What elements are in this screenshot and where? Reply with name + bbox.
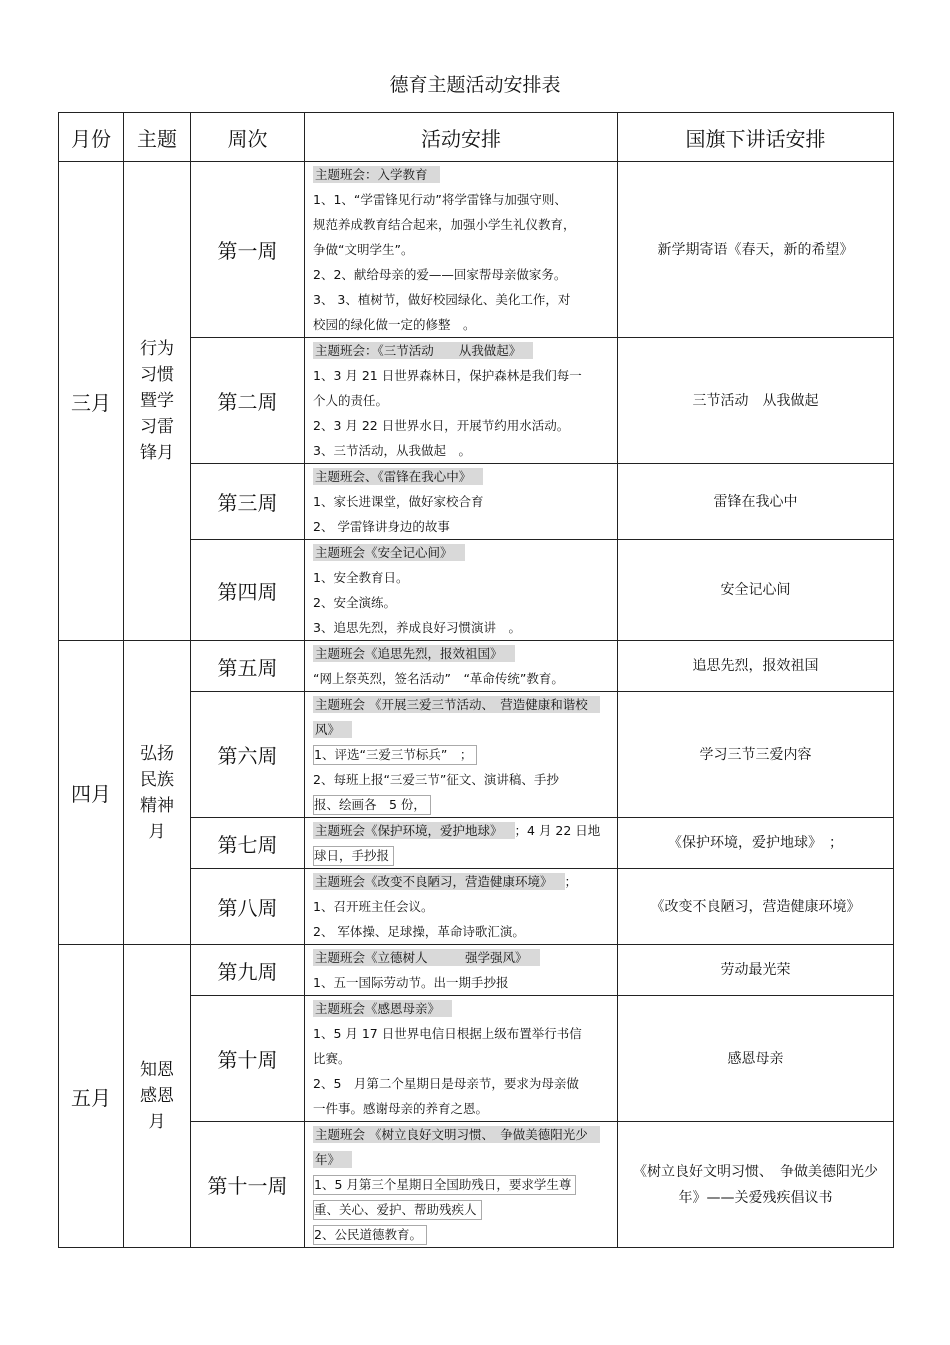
activity-cell [305, 692, 618, 818]
speech-cell: 新学期寄语《春天，新的希望》 [618, 162, 894, 338]
theme-cell [124, 641, 191, 945]
activity-line: 1、5 月第三个星期日全国助残日，要求学生尊 [313, 1175, 576, 1195]
week-cell: 第四周 [191, 540, 305, 641]
activity-line: 规范养成教育结合起来，加强小学生礼仪教育， [313, 217, 576, 232]
week-cell: 第三周 [191, 464, 305, 540]
table-row [59, 945, 894, 996]
activity-cell [305, 869, 618, 945]
week-cell: 第二周 [191, 338, 305, 464]
activity-line: 争做“文明学生”。 [313, 242, 414, 257]
class-meeting-label: 主题班会、《雷锋在我心中》 [313, 468, 483, 485]
class-meeting-label: 主题班会：入学教育 [313, 166, 440, 183]
activity-line: 1、家长进课堂，做好家校合育 [313, 494, 484, 509]
activity-line: 1、安全教育日。 [313, 570, 409, 585]
theme-text: 知恩感恩月 [140, 1060, 174, 1132]
activity-cell [305, 162, 618, 338]
week-cell: 第六周 [191, 692, 305, 818]
speech-cell: 三节活动 从我做起 [618, 338, 894, 464]
activity-line: “网上祭英烈，签名活动” “革命传统”教育。 [313, 671, 564, 686]
speech-cell: 感恩母亲 [618, 996, 894, 1122]
activity-line: 个人的责任。 [313, 393, 389, 408]
week-cell: 第五周 [191, 641, 305, 692]
activity-line: 3、三节活动，从我做起 。 [313, 443, 471, 458]
activity-line: 比赛。 [313, 1051, 351, 1066]
class-meeting-label: 主题班会：《三节活动 从我做起》 [313, 342, 533, 359]
week-cell: 第十周 [191, 996, 305, 1122]
activity-line: 2、2、献给母亲的爱——回家帮母亲做家务。 [313, 267, 567, 282]
week-cell: 第八周 [191, 869, 305, 945]
page-title: 德育主题活动安排表 [389, 74, 561, 96]
activity-line: 2、每班上报“三爱三节”征文、演讲稿、手抄 [313, 772, 559, 787]
activity-cell [305, 945, 618, 996]
activity-line: 2、公民道德教育。 [313, 1225, 427, 1245]
table-row [59, 162, 894, 338]
activity-line: 一件事。感谢母亲的养育之恩。 [313, 1101, 489, 1116]
activity-text-tail: ； [564, 874, 578, 889]
speech-cell: 雷锋在我心中 [618, 464, 894, 540]
class-meeting-label: 主题班会《追思先烈，报效祖国》 [313, 645, 515, 662]
activity-text-tail: ；4 月 22 日地 [514, 823, 601, 838]
class-meeting-label: 主题班会 《树立良好文明习惯、 争做美德阳光少 [313, 1126, 600, 1143]
activity-line: 1、评选“三爱三节标兵” ； [313, 745, 477, 765]
activity-line: 1、3 月 21 日世界森林日，保护森林是我们每一 [313, 368, 582, 383]
header-month: 月份 [59, 113, 124, 162]
class-meeting-label-cont: 风》 [313, 721, 352, 738]
class-meeting-label: 主题班会《立德树人 强学强风》 [313, 949, 540, 966]
class-meeting-label: 主题班会 《开展三爱三节活动、 营造健康和谐校 [313, 696, 600, 713]
activity-line: 校园的绿化做一定的修整 。 [313, 317, 476, 332]
activity-line: 1、五一国际劳动节。出一期手抄报 [313, 975, 509, 990]
schedule-table [58, 112, 894, 1248]
speech-cell: 《树立良好文明习惯、 争做美德阳光少年》——关爱残疾倡议书 [618, 1122, 894, 1248]
activity-cell [305, 1122, 618, 1248]
activity-cell [305, 464, 618, 540]
week-cell: 第七周 [191, 818, 305, 869]
header-theme: 主题 [124, 113, 191, 162]
activity-line: 1、1、“学雷锋见行动”将学雷锋与加强守则、 [313, 192, 567, 207]
header-activity: 活动安排 [305, 113, 618, 162]
class-meeting-label: 主题班会《改变不良陋习，营造健康环境》 [313, 873, 565, 890]
class-meeting-label-cont: 年》 [313, 1151, 352, 1168]
speech-cell: 《改变不良陋习，营造健康环境》 [618, 869, 894, 945]
activity-line: 2、 军体操、足球操，革命诗歌汇演。 [313, 924, 525, 939]
table-row [59, 641, 894, 692]
activity-line: 2、3 月 22 日世界水日，开展节约用水活动。 [313, 418, 570, 433]
activity-line: 2、 学雷锋讲身边的故事 [313, 519, 450, 534]
activity-line: 1、5 月 17 日世界电信日根据上级布置举行书信 [313, 1026, 582, 1041]
activity-cell [305, 818, 618, 869]
class-meeting-label: 主题班会《安全记心间》 [313, 544, 465, 561]
activity-line: 重、关心、爱护、帮助残疾人 [313, 1200, 482, 1220]
speech-cell: 追思先烈，报效祖国 [618, 641, 894, 692]
class-meeting-label: 主题班会《保护环境，爱护地球》 [313, 822, 515, 839]
theme-cell [124, 945, 191, 1248]
activity-line: 1、召开班主任会议。 [313, 899, 434, 914]
speech-cell: 安全记心间 [618, 540, 894, 641]
speech-cell: 《保护环境，爱护地球》 ； [618, 818, 894, 869]
class-meeting-label: 主题班会《感恩母亲》 [313, 1000, 452, 1017]
week-cell: 第一周 [191, 162, 305, 338]
activity-line: 3、追思先烈，养成良好习惯演讲 。 [313, 620, 521, 635]
activity-cell [305, 996, 618, 1122]
activity-line: 3、 3、植树节，做好校园绿化、美化工作，对 [313, 292, 571, 307]
week-cell: 第十一周 [191, 1122, 305, 1248]
month-cell: 四月 [59, 641, 124, 945]
speech-cell: 学习三节三爱内容 [618, 692, 894, 818]
activity-cell [305, 338, 618, 464]
week-cell: 第九周 [191, 945, 305, 996]
activity-cell [305, 540, 618, 641]
month-cell: 五月 [59, 945, 124, 1248]
activity-cell [305, 641, 618, 692]
activity-line: 2、安全演练。 [313, 595, 396, 610]
theme-text: 行为习惯暨学习雷锋月 [140, 339, 174, 463]
header-week: 周次 [191, 113, 305, 162]
activity-line: 球日，手抄报 [313, 846, 394, 866]
header-speech: 国旗下讲话安排 [618, 113, 894, 162]
speech-cell: 劳动最光荣 [618, 945, 894, 996]
table-header-row [59, 113, 894, 162]
theme-text: 弘扬民族精神月 [140, 743, 174, 842]
activity-line: 报、绘画各 5 份， [313, 795, 431, 815]
activity-line: 2、5 月第二个星期日是母亲节，要求为母亲做 [313, 1076, 579, 1091]
theme-cell [124, 162, 191, 641]
month-cell: 三月 [59, 162, 124, 641]
